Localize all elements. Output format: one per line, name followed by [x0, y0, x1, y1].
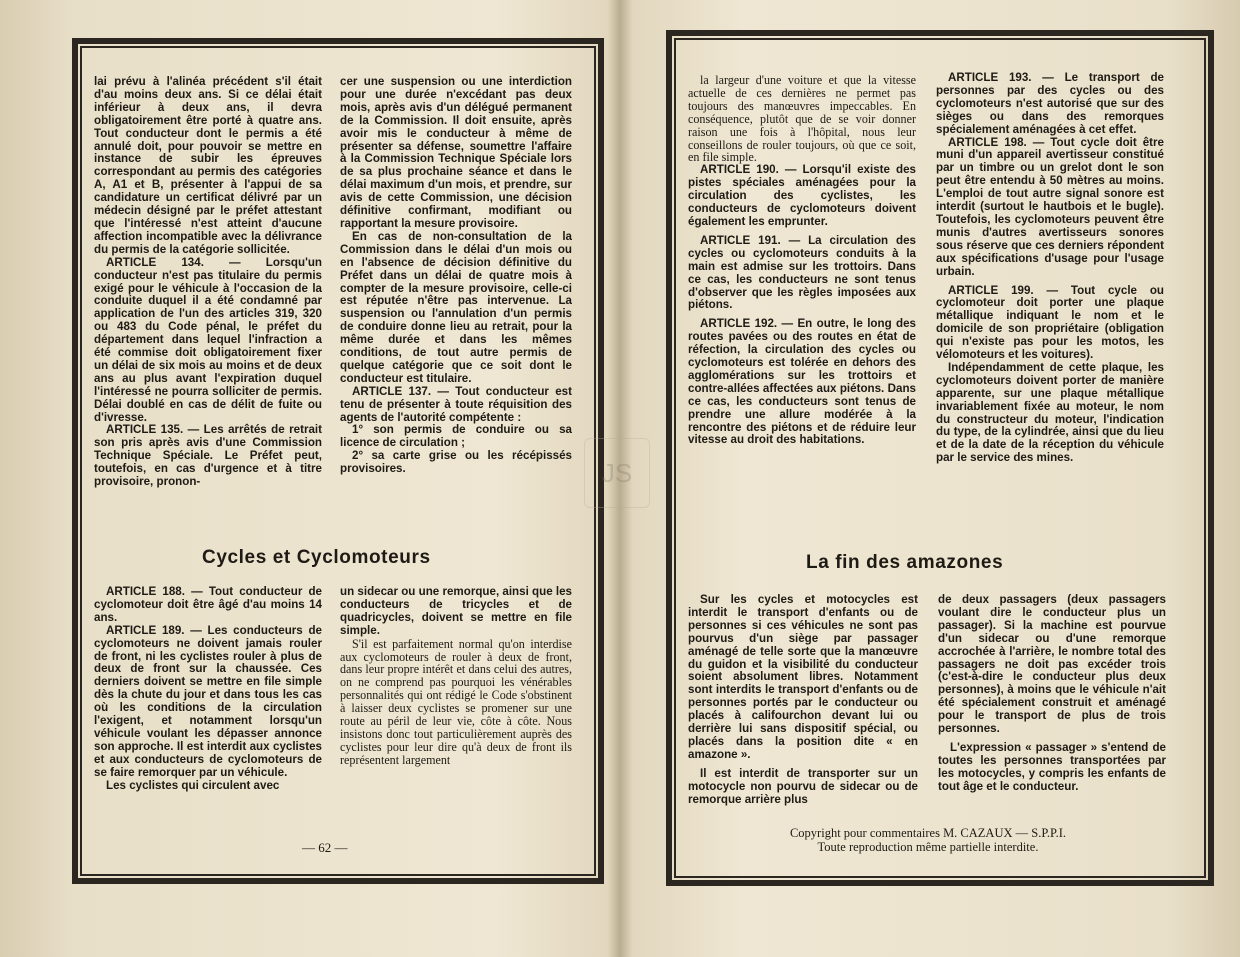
copyright-notice: [738, 826, 1118, 854]
paragraph: cer une suspension ou une interdiction pour une durée n'excédant pas deux mois, après avis d'un délégué permanent de la Commission. Il doit ensuite, après avoir mis le conducteur à même de présenter sa défense, soumettre l'affaire à la Commission Technique Spéciale lors de sa plus prochaine séance et dans le délai maximum d'un mois, et prendre, sur avis de cette Commission, une décision définitive confirmant, modifiant ou rapportant la mesure provisoire.: [340, 75, 572, 230]
paragraph: Indépendamment de cette plaque, les cyclomoteurs doivent porter de manière apparente, sur une plaque métallique invariablement fixée au moteur, le nom du constructeur du moteur, l'indication du type, de la cylindrée, ainsi que du lieu et de la date de la réception du véhicule par le service des mines.: [936, 360, 1164, 465]
list-item: 2° sa carte grise ou les récépissés provisoires.: [340, 449, 572, 476]
right-col4: [938, 594, 1166, 794]
page-number: — 62 —: [302, 840, 348, 855]
copyright-line: Toute reproduction même partielle interdite.: [817, 840, 1039, 854]
article-137: ARTICLE 137. — Tout conducteur est tenu de présenter à toute réquisition des agents de l'autorité compétente :: [340, 384, 572, 424]
paragraph: Il est interdit de transporter sur un motocycle non pourvu de sidecar ou de remorque arrière plus: [688, 766, 918, 806]
copyright-line: Copyright pour commentaires M. CAZAUX — S.P.P.I.: [789, 826, 1067, 840]
section-heading-cycles: Cycles et Cyclomoteurs: [202, 547, 431, 568]
list-item: 1° son permis de conduire ou sa licence de circulation ;: [340, 423, 572, 450]
article-189: ARTICLE 189. — Les conducteurs de cyclomoteurs ne doivent jamais rouler de front, ni les cyclistes rouler à plus de deux de front sur la chaussée. Ces derniers doivent se mettre en file simple dès la chute du jour et dans tous les cas où les conditions de la circulation l'exigent, et notamment lorsqu'un véhicule voulant les dépasser annonce son approche. Il est interdit aux cyclistes et aux conducteurs de cyclomoteurs de se faire remorquer par un véhicule.: [94, 623, 322, 779]
right-col1: [688, 74, 916, 447]
right-page: [620, 0, 1240, 957]
article-191: ARTICLE 191. — La circulation des cycles ou cyclomoteurs conduits à la main est admise sur les trottoirs. Dans ce cas, les conducteurs ne sont tenus d'observer que les règles imposées aux piétons.: [688, 233, 916, 312]
paragraph: Sur les cycles et motocycles est interdit le transport d'enfants ou de personnes si ces véhicules ne sont pas pourvus d'un siège par passager aménagé de telle sorte que la manœuvre du guidon et la visibilité du conducteur soient absolument libres. Notamment sont interdits le transport d'enfants ou de personnes portés par le conducteur ou placés à califourchon devant lui ou derrière lui sans dispositif spécial, ou placés dans la position dite « en amazone ».: [688, 593, 918, 761]
paragraph: L'expression « passager » s'entend de toutes les personnes transportées par les motocycles, y compris les enfants de tout âge et le conducteur.: [938, 740, 1166, 793]
right-col3: [688, 594, 918, 807]
paragraph: de deux passagers (deux passagers voulant dire le conducteur plus un passager). Si la machine est pourvue d'un sidecar ou d'une remorque accrochée à l'arrière, le nombre total des passagers ne doit pas excéder trois (c'est-à-dire le conducteur plus deux personnes), à moins que le véhicule n'ait été spécialement construit et aménagé pour le transport de plus de trois personnes.: [938, 593, 1166, 736]
commentary: la largeur d'une voiture et que la vitesse actuelle de ces dernières ne permet pas toujours des manœuvres impeccables. En conséquence, plutôt que de se voir donner raison une fois à l'hôpital, nous leur conseillons de rouler toujours, où que ce soit, en file simple.: [688, 73, 916, 165]
commentary: S'il est parfaitement normal qu'on interdise aux cyclomoteurs de rouler à deux de front, dans leur propre intérêt et dans celui des autres, on ne comprend pas pourquoi les vénérables personnalités qui ont rédigé le Code s'obstinent à laisser deux cyclistes se promener sur une route au péril de leur vie, côte à côte. Nous insistons donc tout particulièrement auprès des cyclistes pour leur dire qu'à deux de front ils représentent largement: [340, 636, 572, 767]
paragraph: Les cyclistes qui circulent avec: [106, 778, 280, 792]
article-199: ARTICLE 199. — Tout cycle ou cyclomoteur doit porter une plaque métallique indiquant le nom et le domicile de son propriétaire (obligation qui n'existe pas pour les motos, les vélomoteurs et les voitures).: [936, 283, 1164, 362]
paragraph: En cas de non-consultation de la Commission dans le délai d'un mois ou en l'absence de décision définitive du Préfet dans un délai de quatre mois à compter de la mesure provisoire, celle-ci est réputée n'être pas intervenue. La suspension ou l'annulation d'un permis de conduire donne lieu au retrait, pour la même durée et dans les mêmes conditions, de tout autre permis de quelque catégorie que ce soit dont le conducteur est titulaire.: [340, 229, 572, 385]
article-188: ARTICLE 188. — Tout conducteur de cyclomoteur doit être âgé d'au moins 14 ans.: [94, 585, 322, 624]
paragraph: un sidecar ou une remorque, ainsi que les conducteurs de tricycles et de quadricycles, doivent se mettre en file simple.: [340, 585, 572, 637]
article-193: ARTICLE 193. — Le transport de personnes par des cycles ou des cyclomoteurs n'est autorisé que sur des sièges ou dans des remorques spécialement aménagées à cet effet.: [936, 71, 1164, 136]
article-198: ARTICLE 198. — Tout cycle doit être muni d'un appareil avertisseur constitué par un timbre ou un grelot dont le son peut être entendu à 50 mètres au moins. L'emploi de tout autre signal sonore est interdit (surtout le hautbois et le bugle). Toutefois, les cyclomoteurs peuvent être munis d'autres avertisseurs sonores sous réserve que ces derniers répondent aux spécifications d'usage pour l'usage urbain.: [936, 135, 1164, 278]
article-190: ARTICLE 190. — Lorsqu'il existe des pistes spéciales aménagées pour la circulation des cyclistes, les conducteurs de cyclomoteurs doivent également les emprunter.: [688, 163, 916, 228]
article-134: ARTICLE 134. — Lorsqu'un conducteur n'est pas titulaire du permis exigé pour le véhicule à l'occasion de la conduite duquel il a été condamné par application de l'un des articles 319, 320 ou 483 du Code pénal, le préfet du département dans lequel l'infraction a été commise doit obligatoirement fixer un délai de six mois au moins et de deux ans au plus avant l'expiration duquel l'intéressé ne pourra solliciter de permis. Délai doublé en cas de délit de fuite ou d'ivresse.: [94, 255, 322, 424]
left-col1: [94, 76, 322, 489]
left-col3: [94, 586, 322, 793]
left-col2: [340, 76, 572, 476]
section-heading-amazones: La fin des amazones: [806, 552, 1004, 573]
article-192: ARTICLE 192. — En outre, le long des routes pavées ou des routes en état de réfection, la circulation des cycles ou cyclomoteurs est tolérée en dehors des agglomérations sur les trottoirs et contre-allées affectées aux piétons. Dans ce cas, les conducteurs sont tenus de prendre une allure modérée à la rencontre des piétons et de réduire leur vitesse au droit des habitations.: [688, 317, 916, 447]
article-135: ARTICLE 135. — Les arrêtés de retrait son pris après avis d'une Commission Technique Spéciale. Le Préfet peut, toutefois, en cas d'urgence et à titre provisoire, pronon-: [94, 423, 322, 489]
left-col4: [340, 586, 572, 767]
paragraph: lai prévu à l'alinéa précédent s'il était d'au moins deux ans. Si ce délai était inférieur à deux ans, il devra obligatoirement être porté à quatre ans. Tout conducteur dont le permis a été annulé doit, pour pouvoir se mettre en instance de subir les épreuves correspondant au permis des catégories A, A1 et B, présenter à l'appui de sa candidature un certificat délivré par un médecin désigné par le préfet attestant que l'intéressé n'est atteint d'aucune affection incompatible avec la délivrance du permis de la catégorie sollicitée.: [94, 75, 322, 256]
right-col2: [936, 72, 1164, 465]
library-stamp-logo: JS: [584, 438, 650, 508]
